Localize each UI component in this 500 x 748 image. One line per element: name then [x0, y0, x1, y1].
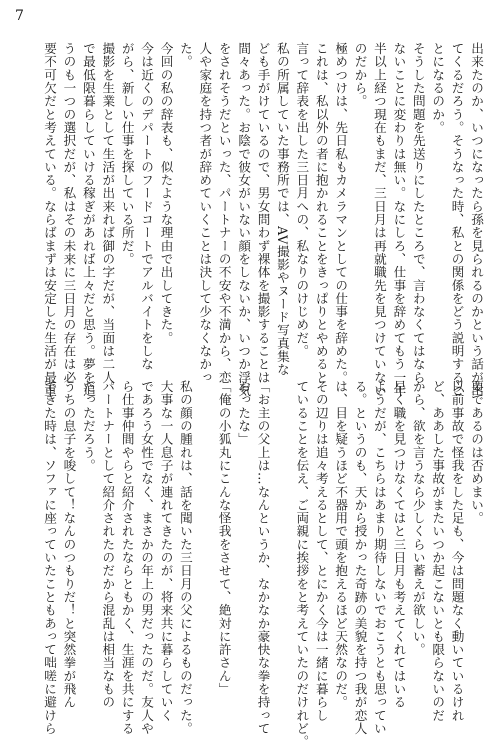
text-line: おったな」 — [236, 380, 252, 446]
text-block-upper — [40, 42, 486, 398]
text-line: た。 — [177, 42, 193, 69]
text-line: 人や家庭を持つ者が辞めていくことは決して少なくなかっ — [197, 42, 213, 384]
text-line: 「俺の小狐丸にこんな怪我をさせて、絶対に許さん」 — [216, 380, 232, 696]
text-line: 間々あった。お陰で彼女がいない顔をしないか、いつか浮気 — [236, 42, 252, 398]
text-line: 早く職を見つけなくてはと三日月も考えてくれてはいる — [391, 380, 407, 709]
text-line — [195, 380, 214, 685]
text-line: 撮影を生業として生活が出来れば御の字だが、当面は二人 — [100, 42, 116, 384]
text-line: 以前事故で怪我をした足も、今は問題なく動いているけれ — [449, 380, 465, 722]
text-line: うのも一つの選択だが、私はその未来に三日月の存在は必 — [61, 42, 77, 384]
page-number: 7 — [15, 8, 24, 24]
text-line: 半以上経つ現在もまだ、三日月は再就職先を見つけていない — [371, 42, 387, 398]
text-line: から、欲を言うなら少しくらい蓄えが欲しい。 — [410, 380, 426, 657]
text-line: ら仕事仲間やらと紹介されたならともかく、生涯を共にする — [119, 380, 135, 736]
text-line: がら、新しい仕事を探している所だ。 — [119, 42, 135, 266]
text-line: 今回の私の辞表も、似たような理由で出してきた。 — [158, 42, 174, 345]
text-line: のだから。 — [352, 42, 368, 108]
text-line — [273, 380, 292, 685]
text-line: 大事な一人息子が連れてきたのが、将来共に暮らしていく — [158, 380, 174, 722]
text-line: だっただろう。 — [80, 380, 96, 473]
text-line: 要不可欠だと考えている。ならばまずは安定した生活が最重 — [42, 42, 58, 398]
text-line: ようだが、こちらはあまり期待しないでおこうとも思ってい — [371, 380, 387, 736]
text-line: うちの息子を唆して！なんのつもりだ！と突然拳が飛ん — [61, 380, 77, 709]
text-line: ど、ああした事故がまたいつか起こないとも限らないのだ — [430, 380, 446, 722]
text-line: とになるのか。 — [430, 42, 446, 135]
text-line: 極めつけは、先日私もカメラマンとしての仕事を辞めた。 — [333, 42, 349, 384]
text-line: できた時は、ソファに座っていたこともあって咄嗟に避けら — [42, 380, 58, 736]
text-line: そうした問題を先送りにしたところで、言わなくてはなら — [410, 42, 426, 384]
text-line: であろう女性でなく、まさかの年上の男だったのだ。友人や — [139, 380, 155, 736]
text-line: その辺りは追々考えるとして、とにかく今は一緒に暮らし — [313, 380, 329, 722]
text-line: ども手がけているので、男女問わず裸体を撮影することは — [255, 42, 271, 384]
text-line: をされそうだといった、パートナーの不安や不満から、恋 — [216, 42, 232, 384]
text-line: る。というのも、天から授かった奇跡の美貌を持つ我が恋人 — [352, 380, 368, 736]
text-line: 私の顔の腫れは、話を聞いた三日月の父によるものだった。 — [177, 380, 193, 736]
text-line: ないことに変わりは無い。なにしろ、仕事を辞めてもう一年 — [391, 42, 407, 398]
text-line: 「お主の父上は…なんというか、なかなか豪快な拳を持って — [255, 380, 271, 736]
text-line: 言って辞表を出した三日月への、私なりのけじめだ。 — [294, 42, 310, 358]
text-line: は、目を疑うほど不器用で頭を抱えるほど天然なのだ。 — [333, 380, 349, 709]
text-line: ていることを伝え、ご両親に挨拶をと考えていたのだけれど。 — [294, 380, 310, 748]
text-block-lower — [40, 380, 486, 748]
text-line: てくるだろう。そうなった時、私との関係をどう説明するこ — [449, 42, 465, 398]
text-line: で最低限暮らしていける稼ぎがあれば上々だと思う。夢を追 — [80, 42, 96, 398]
text-line: 今は近くのデパートのフードコートでアルバイトをしな — [139, 42, 155, 371]
text-line: 私の所属していた事務所では、AV撮影やヌード写真集な — [274, 42, 290, 377]
text-line: これは、私以外の者に抱かれることをきっぱりとやめると — [313, 42, 329, 384]
text-line: 要であるのは否めまい。 — [469, 380, 484, 525]
text-line: 出来たのか、いつになったら孫を見られるのかという話が出 — [469, 42, 484, 398]
text-line: パートナーとして紹介されたのだから混乱は相当なもの — [100, 380, 116, 709]
